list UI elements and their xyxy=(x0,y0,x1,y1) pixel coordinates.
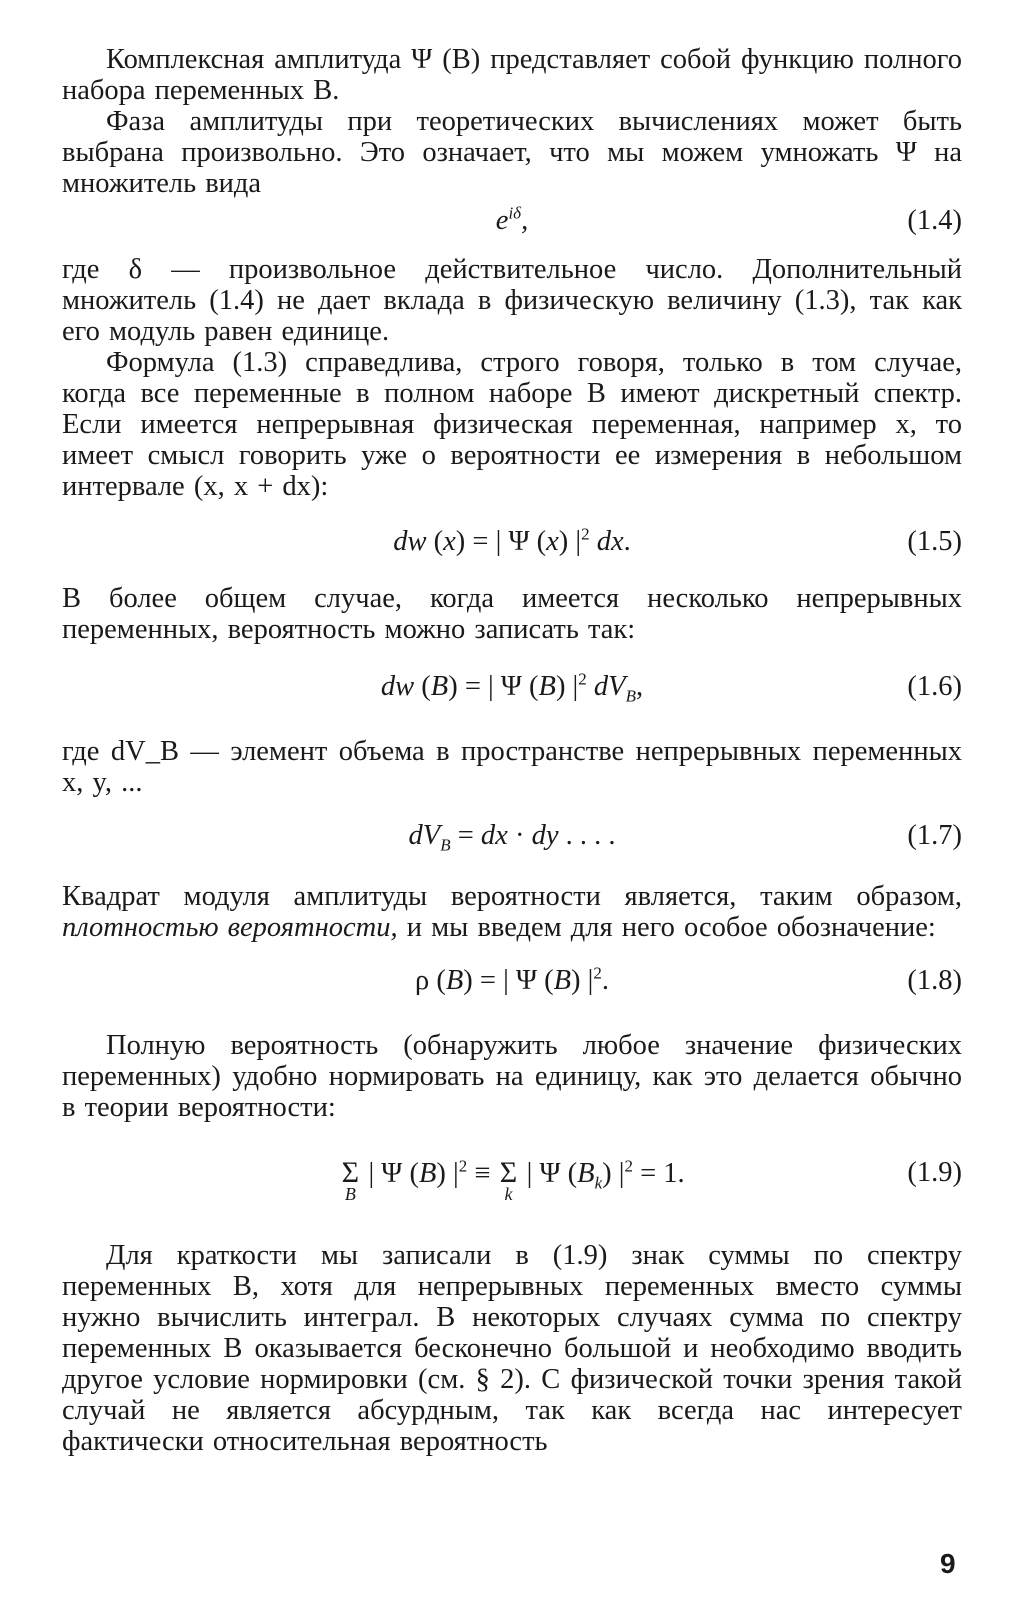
paragraph-9-text: Для краткости мы записали в (1.9) знак суммы по спектру переменных B, хотя для непрерывных переменных вместо суммы нужно вычислить интеграл. В некоторых случаях сумма по спектру переменных B оказывается бесконечно большой и необходимо вводить другое условие нормировки (см. § 2). С физической точки зрения такой случай не является абсурдным, так как всегда нас интересует фактически относительная вероятность xyxy=(62,1240,962,1457)
paragraph-8-text: Полную вероятность (обнаружить любое значение физических переменных) удобно нормировать на единицу, как это делается обычно в теории вероятности: xyxy=(62,1030,962,1123)
paragraph-5 xyxy=(62,583,962,645)
equation-1-6-number: (1.6) xyxy=(907,671,962,702)
equation-1-5-number: (1.5) xyxy=(907,526,962,557)
equation-1-7 xyxy=(62,820,962,855)
page-number: 9 xyxy=(940,1548,956,1579)
equation-1-6-expression: dw (B) = | Ψ (B) $|^2$ $dV_B$, xyxy=(380,669,644,706)
paragraph-1 xyxy=(62,44,962,106)
page-body xyxy=(62,44,962,1457)
equation-1-4 xyxy=(62,205,962,236)
equation-1-9 xyxy=(62,1156,962,1204)
paragraph-7-emphasis: плотностью вероятности, xyxy=(62,912,398,943)
equation-1-8 xyxy=(62,965,962,996)
equation-1-4-expression: $e^{i\delta}$, xyxy=(495,203,529,236)
paragraph-9 xyxy=(62,1240,962,1457)
paragraph-5-text: В более общем случае, когда имеется несколько непрерывных переменных, вероятность можно записать так: xyxy=(62,583,962,645)
equation-1-7-expression: $dV_B$ = dx · dy . . . . xyxy=(408,820,616,855)
sum-symbol-k: Σ k xyxy=(499,1156,518,1204)
paragraph-3-text: где δ — произвольное действительное число. Дополнительный множитель (1.4) не дает вклада в физическую величину (1.3), так как его модуль равен единице. xyxy=(62,254,962,347)
paragraph-7 xyxy=(62,881,962,943)
equation-1-9-number: (1.9) xyxy=(907,1157,962,1188)
paragraph-7-text-b: и мы введем для него особое обозначение: xyxy=(406,912,936,943)
equation-1-8-number: (1.8) xyxy=(907,965,962,996)
equation-1-8-expression: ρ (B) = | Ψ (B) $|^2$. xyxy=(415,963,609,996)
paragraph-2 xyxy=(62,106,962,199)
equation-1-5-expression: dw (x) = | Ψ (x) $|^2$ dx. xyxy=(393,524,631,557)
sum-symbol-b: Σ B xyxy=(341,1156,360,1204)
paragraph-2-text: Фаза амплитуды при теоретических вычислениях может быть выбрана произвольно. Это означает, что мы можем умножать Ψ на множитель вида xyxy=(62,106,962,199)
paragraph-7-text-a: Квадрат модуля амплитуды вероятности является, таким образом, xyxy=(62,881,962,912)
equation-1-7-number: (1.7) xyxy=(907,820,962,851)
paragraph-6 xyxy=(62,736,962,798)
equation-1-5 xyxy=(62,526,962,557)
paragraph-6-text: где dV_B — элемент объема в пространстве непрерывных переменных x, y, ... xyxy=(62,736,962,798)
equation-1-6 xyxy=(62,669,962,706)
paragraph-4 xyxy=(62,347,962,502)
paragraph-3 xyxy=(62,254,962,347)
paragraph-4-text: Формула (1.3) справедлива, строго говоря, только в том случае, когда все переменные в полном наборе B имеют дискретный спектр. Если имеется непрерывная физическая переменная, например x, то имеет смысл говорить уже о вероятности ее измерения в небольшом интервале (x, x + dx): xyxy=(62,347,962,502)
paragraph-8 xyxy=(62,1030,962,1123)
equation-1-4-number: (1.4) xyxy=(907,205,962,236)
equation-1-9-expression: Σ B | Ψ (B) $|^2 \equiv \Sigma$ k | Ψ $(B_k) |^2 = 1$. xyxy=(62,1157,962,1189)
paragraph-1-text: Комплексная амплитуда Ψ (B) представляет собой функцию полного набора переменных B. xyxy=(62,44,962,106)
